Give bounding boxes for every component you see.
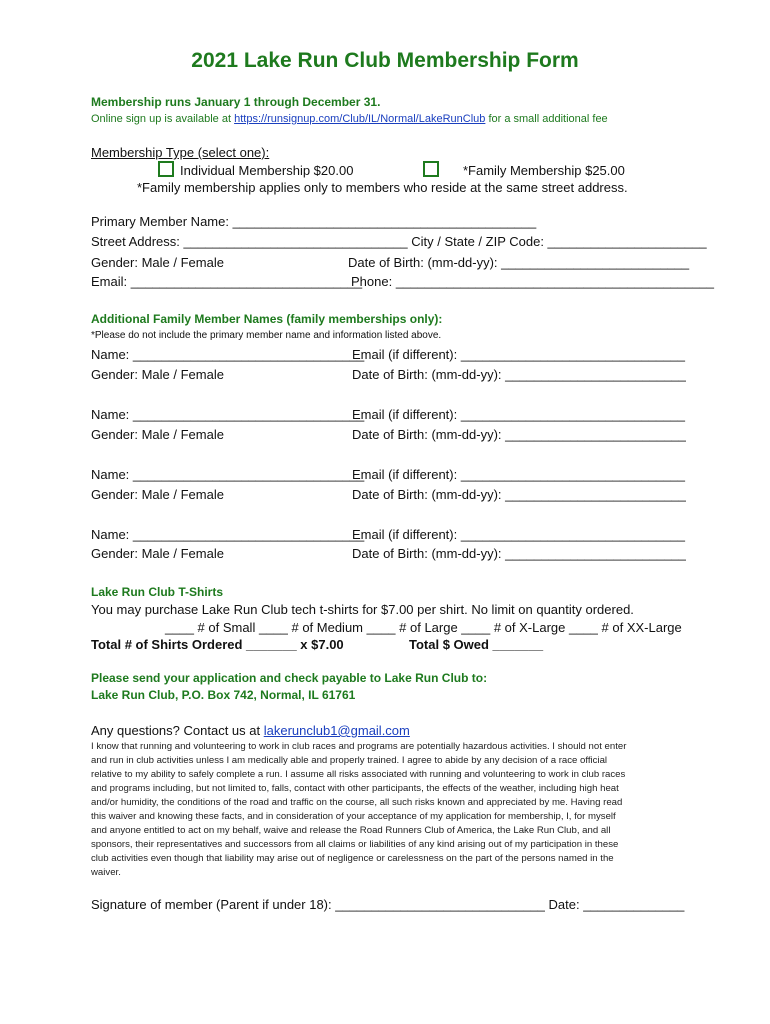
online-signup-prefix: Online sign up is available at bbox=[91, 113, 235, 125]
online-signup-line bbox=[91, 113, 608, 125]
waiver-line: and programs including, but not limited to, falls, contact with other participants, the effects of the weather, including high heat bbox=[91, 783, 619, 795]
waiver-line: and run in club activities unless I am medically able and properly trained. I agree to abide by any decision of a race official bbox=[91, 755, 608, 767]
mailing-address: Lake Run Club, P.O. Box 742, Normal, IL 61761 bbox=[91, 688, 356, 702]
family-member-dob-field[interactable]: Date of Birth: (mm-dd-yy): _________________________ bbox=[352, 546, 686, 561]
family-member-email-field[interactable]: Email (if different): _______________________________ bbox=[352, 527, 685, 542]
tshirt-sizes-fields[interactable]: ____ # of Small ____ # of Medium ____ # of Large ____ # of X-Large ____ # of XX-Large bbox=[165, 620, 682, 635]
tshirts-heading: Lake Run Club T-Shirts bbox=[91, 585, 224, 599]
family-section-heading: Additional Family Member Names (family memberships only): bbox=[91, 312, 443, 326]
family-member-email-field[interactable]: Email (if different): _______________________________ bbox=[352, 347, 685, 362]
family-section-note: *Please do not include the primary member name and information listed above. bbox=[91, 330, 442, 341]
waiver-line: club activities even though that liability may arise out of negligence or carelessness on the part of the persons named in the bbox=[91, 853, 614, 865]
waiver-line: and/or humidity, the conditions of the road and traffic on the course, all such risks known and appreciated by me. Having read bbox=[91, 797, 623, 809]
waiver-line: waiver. bbox=[91, 867, 121, 879]
signup-link[interactable]: https://runsignup.com/Club/IL/Normal/LakeRunClub bbox=[234, 113, 486, 125]
membership-period: Membership runs January 1 through December 31. bbox=[91, 95, 381, 109]
total-shirts-field[interactable]: Total # of Shirts Ordered _______ x $7.00 bbox=[91, 637, 344, 652]
family-member-email-field[interactable]: Email (if different): _______________________________ bbox=[352, 407, 685, 422]
family-member-dob-field[interactable]: Date of Birth: (mm-dd-yy): _________________________ bbox=[352, 487, 686, 502]
contact-prefix: Any questions? Contact us at bbox=[91, 723, 264, 738]
individual-label: Individual Membership $20.00 bbox=[180, 163, 354, 178]
membership-type-heading: Membership Type (select one): bbox=[91, 145, 270, 160]
total-owed-field[interactable]: Total $ Owed _______ bbox=[409, 637, 544, 652]
family-member-gender[interactable]: Gender: Male / Female bbox=[91, 487, 224, 502]
individual-option[interactable] bbox=[158, 161, 353, 178]
individual-checkbox[interactable] bbox=[158, 161, 174, 177]
primary-gender[interactable]: Gender: Male / Female bbox=[91, 255, 224, 270]
primary-email-field[interactable]: Email: ________________________________ bbox=[91, 274, 363, 289]
contact-email-link[interactable]: lakerunclub1@gmail.com bbox=[263, 723, 410, 738]
family-member-email-field[interactable]: Email (if different): _______________________________ bbox=[352, 467, 685, 482]
waiver-line: sponsors, their representatives and successors from all claims or liabilities of any kind arising out of my participation in these bbox=[91, 839, 619, 851]
family-label: *Family Membership $25.00 bbox=[463, 163, 625, 178]
family-checkbox[interactable] bbox=[423, 161, 439, 177]
family-option[interactable] bbox=[423, 161, 625, 178]
form-title: 2021 Lake Run Club Membership Form bbox=[191, 49, 579, 72]
waiver-line: relative to my ability to safely complete a run. I assume all risks associated with running and volunteering to work in club races bbox=[91, 769, 626, 781]
street-address-field[interactable]: Street Address: _______________________________ City / State / ZIP Code: ______________________ bbox=[91, 234, 707, 249]
contact-line bbox=[91, 723, 410, 738]
waiver-line: this waiver and knowing these facts, and in consideration of your acceptance of my application for membership, I, for myself bbox=[91, 811, 616, 823]
liability-waiver bbox=[91, 740, 681, 880]
mailing-instructions: Please send your application and check payable to Lake Run Club to: bbox=[91, 671, 488, 685]
family-member-gender[interactable]: Gender: Male / Female bbox=[91, 367, 224, 382]
family-note: *Family membership applies only to members who reside at the same street address. bbox=[137, 180, 628, 195]
primary-name-field[interactable]: Primary Member Name: __________________________________________ bbox=[91, 214, 537, 229]
tshirts-description: You may purchase Lake Run Club tech t-shirts for $7.00 per shirt. No limit on quantity ordered. bbox=[91, 602, 634, 617]
signature-field[interactable]: Signature of member (Parent if under 18): _____________________________ Date: ______________ bbox=[91, 897, 685, 912]
family-member-gender[interactable]: Gender: Male / Female bbox=[91, 546, 224, 561]
family-member-dob-field[interactable]: Date of Birth: (mm-dd-yy): _________________________ bbox=[352, 367, 686, 382]
family-member-name-field[interactable]: Name: ________________________________ bbox=[91, 347, 365, 362]
family-member-name-field[interactable]: Name: ________________________________ bbox=[91, 467, 365, 482]
online-signup-suffix: for a small additional fee bbox=[485, 113, 608, 125]
primary-phone-field[interactable]: Phone: ____________________________________________ bbox=[351, 274, 714, 289]
family-member-name-field[interactable]: Name: ________________________________ bbox=[91, 527, 365, 542]
waiver-line: I know that running and volunteering to work in club races and programs are potentially hazardous activities. I should not enter bbox=[91, 741, 627, 752]
primary-dob-field[interactable]: Date of Birth: (mm-dd-yy): __________________________ bbox=[348, 255, 690, 270]
family-member-name-field[interactable]: Name: ________________________________ bbox=[91, 407, 365, 422]
waiver-line: and anyone entitled to act on my behalf, waive and release the Road Runners Club of America, the Lake Run Club, and all bbox=[91, 825, 611, 837]
family-member-dob-field[interactable]: Date of Birth: (mm-dd-yy): _________________________ bbox=[352, 427, 686, 442]
family-member-gender[interactable]: Gender: Male / Female bbox=[91, 427, 224, 442]
